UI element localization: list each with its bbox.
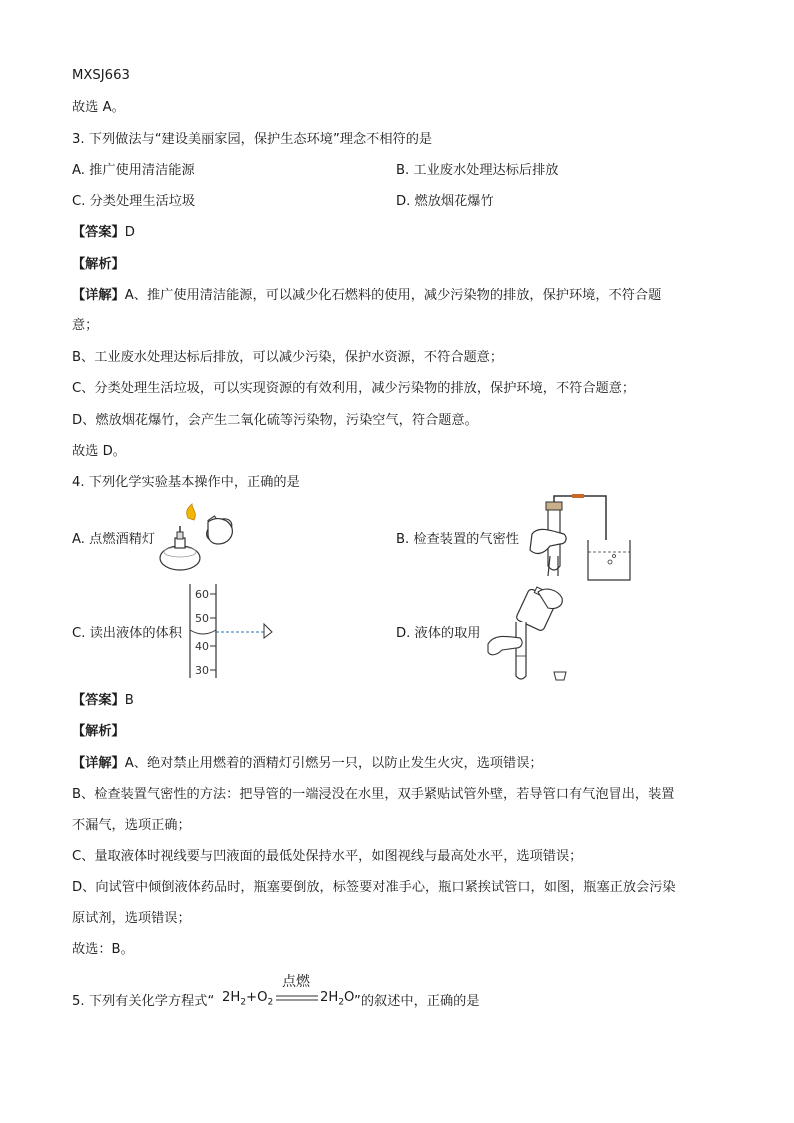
liquid-pouring-illustration	[486, 582, 580, 682]
q3-analysis-label: 【解析】	[72, 257, 125, 272]
q3-detail-c: C、分类处理生活垃圾，可以实现资源的有效利用，减少污染物的排放，保护环境，不符合题意；	[72, 381, 636, 396]
cylinder-tick-label: 60	[195, 588, 209, 601]
q3-detail-b: B、工业废水处理达标后排放，可以减少污染，保护水资源，不符合题意；	[72, 350, 504, 365]
header-code: MXSJ663	[72, 68, 130, 83]
q3-conclusion: 故选 D。	[72, 444, 126, 459]
q3-answer	[72, 223, 135, 243]
q3-detail-line-2: 意；	[72, 318, 99, 333]
detail-text: A、绝对禁止用燃着的酒精灯引燃另一只，以防止发生火灾，选项错误；	[124, 756, 543, 771]
cylinder-tick-label: 40	[195, 640, 209, 653]
q3-stem: 3. 下列做法与“建设美丽家园，保护生态环境”理念不相符的是	[72, 132, 433, 147]
q5-stem-prefix: 5. 下列有关化学方程式“	[72, 994, 215, 1009]
q4-answer	[72, 691, 134, 711]
q4-detail-a	[72, 754, 543, 774]
answer-value: D	[124, 225, 135, 240]
q4-option-b: B. 检查装置的气密性	[396, 532, 519, 547]
q4-option-a: A. 点燃酒精灯	[72, 532, 156, 547]
q3-option-d: D. 燃放烟花爆竹	[396, 194, 494, 209]
eq-product-2h: 2H	[320, 990, 339, 1005]
eq-plus-o: +O	[246, 990, 268, 1005]
q4-detail-b-line-2: 不漏气，选项正确；	[72, 818, 191, 833]
equation-reactants	[222, 990, 273, 1008]
equation-product	[320, 990, 354, 1008]
eq-sub: 2	[240, 997, 247, 1008]
detail-text: A、推广使用清洁能源，可以减少化石燃料的使用，减少污染物的排放，保护环境，不符合题	[124, 288, 662, 303]
q4-analysis-label: 【解析】	[72, 724, 125, 739]
q4-detail-b-line-1: B、检查装置气密性的方法：把导管的一端浸没在水里，双手紧贴试管外壁，若导管口有气泡冒出，装置	[72, 787, 675, 802]
q3-detail-d: D、燃放烟花爆竹，会产生二氧化硫等污染物，污染空气，符合题意。	[72, 413, 478, 428]
cylinder-tick-label: 50	[195, 612, 209, 625]
graduated-cylinder-illustration	[190, 584, 280, 678]
detail-label: 【详解】	[72, 756, 125, 771]
q3-option-c: C. 分类处理生活垃圾	[72, 194, 196, 209]
answer-label: 【答案】	[72, 693, 125, 708]
eq-product-o: O	[344, 990, 355, 1005]
q3-detail-line-1	[72, 286, 661, 306]
q5-stem-suffix: ”的叙述中，正确的是	[354, 994, 480, 1009]
q4-detail-d-line-2: 原试剂，选项错误；	[72, 911, 191, 926]
answer-label: 【答案】	[72, 225, 125, 240]
q4-stem: 4. 下列化学实验基本操作中，正确的是	[72, 475, 300, 490]
answer-value: B	[124, 693, 134, 708]
q4-option-d: D. 液体的取用	[396, 626, 481, 641]
q4-option-c: C. 读出液体的体积	[72, 626, 182, 641]
eq-2h: 2H	[222, 990, 241, 1005]
equation-equals-sign	[276, 995, 318, 1001]
q4-conclusion: 故选：B。	[72, 942, 134, 957]
eq-sub: 2	[267, 997, 274, 1008]
alcohol-lamp-illustration	[158, 504, 238, 574]
q4-detail-d-line-1: D、向试管中倾倒液体药品时，瓶塞要倒放，标签要对准手心，瓶口紧挨试管口，如图，瓶塞正放会污染	[72, 880, 676, 895]
eq-sub: 2	[338, 997, 345, 1008]
q3-option-b: B. 工业废水处理达标后排放	[396, 163, 559, 178]
detail-label: 【详解】	[72, 288, 125, 303]
airtightness-apparatus-illustration	[528, 494, 638, 584]
q4-detail-c: C、量取液体时视线要与凹液面的最低处保持水平，如图视线与最高处水平，选项错误；	[72, 849, 583, 864]
equation-condition: 点燃	[282, 974, 310, 990]
q2-conclusion: 故选 A。	[72, 100, 125, 115]
q3-option-a: A. 推广使用清洁能源	[72, 163, 195, 178]
cylinder-tick-label: 30	[195, 664, 209, 677]
